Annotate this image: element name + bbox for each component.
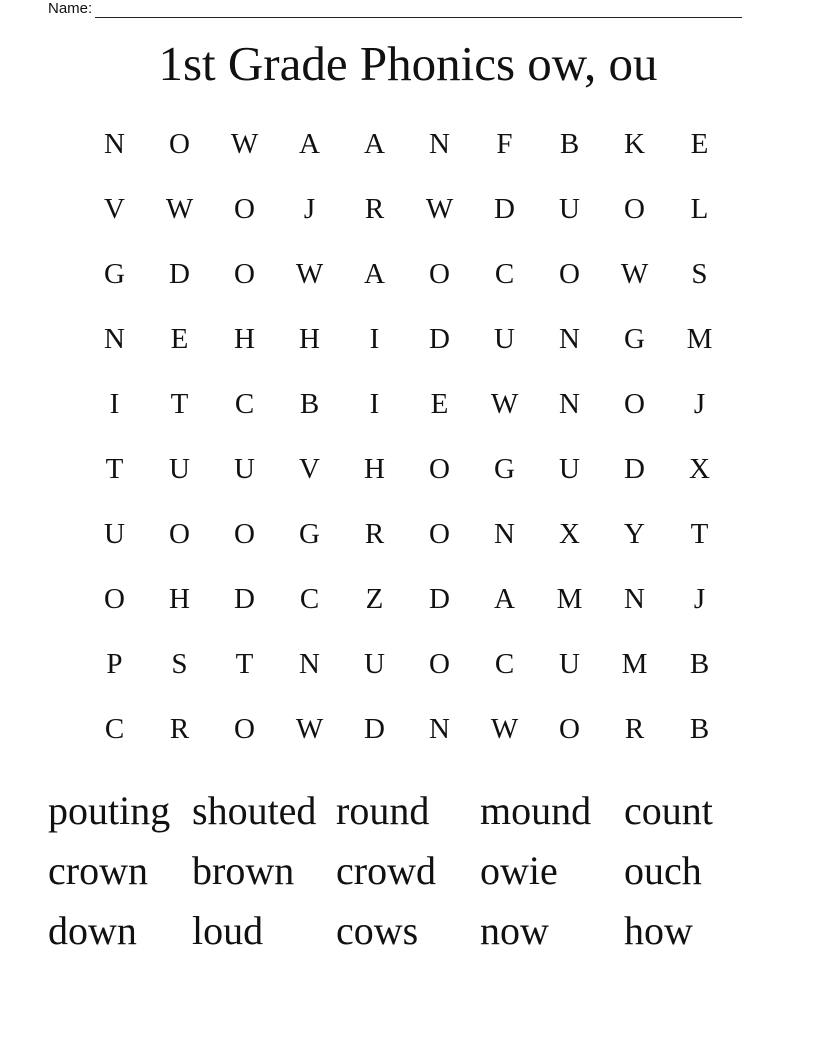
grid-letter[interactable]: D	[234, 583, 255, 615]
grid-letter[interactable]: E	[430, 388, 449, 420]
grid-letter[interactable]: N	[559, 388, 580, 420]
name-label: Name:	[48, 0, 93, 17]
grid-letter[interactable]: W	[490, 388, 519, 420]
grid-letter[interactable]: T	[170, 388, 189, 420]
grid-letter[interactable]: H	[299, 323, 320, 355]
grid-letter[interactable]: W	[490, 713, 519, 745]
grid-letter[interactable]: F	[496, 128, 513, 160]
grid-letter[interactable]: O	[234, 713, 255, 745]
grid-letter[interactable]: S	[171, 648, 188, 680]
grid-letter[interactable]: G	[624, 323, 645, 355]
word-bank-item: pouting	[48, 787, 171, 833]
grid-letter[interactable]: D	[429, 583, 450, 615]
grid-letter[interactable]: R	[364, 193, 385, 225]
grid-letter[interactable]: N	[104, 128, 125, 160]
grid-letter[interactable]: U	[104, 518, 125, 550]
grid-letter[interactable]: U	[559, 193, 580, 225]
grid-letter[interactable]: O	[234, 518, 255, 550]
page-title: 1st Grade Phonics ow, ou	[158, 36, 658, 91]
grid-letter[interactable]: I	[369, 388, 380, 420]
grid-letter[interactable]: D	[494, 193, 515, 225]
word-bank-item: how	[624, 907, 693, 953]
grid-letter[interactable]: R	[364, 518, 385, 550]
grid-letter[interactable]: X	[559, 518, 580, 550]
grid-letter[interactable]: D	[624, 453, 645, 485]
grid-letter[interactable]: C	[234, 388, 255, 420]
grid-letter[interactable]: U	[494, 323, 515, 355]
grid-letter[interactable]: N	[104, 323, 125, 355]
word-bank-item: round	[336, 787, 430, 833]
grid-letter[interactable]: W	[295, 713, 324, 745]
grid-letter[interactable]: A	[364, 128, 385, 160]
grid-letter[interactable]: O	[429, 648, 450, 680]
grid-letter[interactable]: R	[169, 713, 190, 745]
grid-letter[interactable]: V	[104, 193, 125, 225]
grid-letter[interactable]: C	[299, 583, 320, 615]
grid-letter[interactable]: O	[429, 518, 450, 550]
grid-letter[interactable]: K	[624, 128, 645, 160]
name-field[interactable]	[48, 0, 742, 18]
grid-letter[interactable]: M	[556, 583, 583, 615]
grid-letter[interactable]: J	[693, 583, 706, 615]
grid-letter[interactable]: H	[234, 323, 255, 355]
word-bank-item: cows	[336, 907, 419, 953]
name-line[interactable]	[95, 3, 742, 18]
grid-letter[interactable]: U	[169, 453, 190, 485]
grid-letter[interactable]: U	[234, 453, 255, 485]
grid-letter[interactable]: D	[169, 258, 190, 290]
grid-letter[interactable]: I	[369, 323, 380, 355]
grid-letter[interactable]: M	[686, 323, 713, 355]
grid-letter[interactable]: T	[235, 648, 254, 680]
grid-letter[interactable]: W	[230, 128, 259, 160]
grid-letter[interactable]: W	[165, 193, 194, 225]
grid-letter[interactable]: T	[105, 453, 124, 485]
word-bank	[48, 780, 768, 960]
grid-letter[interactable]: O	[624, 388, 645, 420]
grid-letter[interactable]: E	[170, 323, 189, 355]
grid-letter[interactable]: C	[494, 648, 515, 680]
grid-letter[interactable]: U	[559, 648, 580, 680]
grid-letter[interactable]: H	[364, 453, 385, 485]
grid-letter[interactable]: O	[234, 193, 255, 225]
word-bank-item: down	[48, 907, 137, 953]
grid-letter[interactable]: D	[364, 713, 385, 745]
grid-letter[interactable]: B	[559, 128, 580, 160]
grid-letter[interactable]: J	[303, 193, 316, 225]
grid-letter[interactable]: D	[429, 323, 450, 355]
grid-letter[interactable]: O	[559, 258, 580, 290]
grid-letter[interactable]: W	[620, 258, 649, 290]
grid-letter[interactable]: C	[104, 713, 125, 745]
grid-letter[interactable]: V	[299, 453, 320, 485]
word-bank-item: crown	[48, 847, 148, 893]
grid-letter[interactable]: O	[234, 258, 255, 290]
grid-letter[interactable]: I	[109, 388, 120, 420]
grid-letter[interactable]: W	[425, 193, 454, 225]
word-bank-item: shouted	[192, 787, 317, 833]
grid-letter[interactable]: N	[559, 323, 580, 355]
grid-letter[interactable]: Z	[365, 583, 384, 615]
grid-letter[interactable]: G	[104, 258, 125, 290]
grid-letter[interactable]: N	[299, 648, 320, 680]
grid-letter[interactable]: N	[624, 583, 645, 615]
grid-letter[interactable]: G	[494, 453, 515, 485]
grid-letter[interactable]: U	[559, 453, 580, 485]
word-bank-item: now	[480, 907, 549, 953]
grid-letter[interactable]: N	[429, 713, 450, 745]
grid-letter[interactable]: O	[624, 193, 645, 225]
grid-letter[interactable]: P	[106, 648, 123, 680]
grid-letter[interactable]: Y	[624, 518, 645, 550]
grid-letter[interactable]: U	[364, 648, 385, 680]
grid-letter[interactable]: O	[559, 713, 580, 745]
grid-letter[interactable]: H	[169, 583, 190, 615]
word-bank-item: ouch	[624, 847, 702, 893]
word-bank-item: count	[624, 787, 713, 833]
grid-letter[interactable]: W	[295, 258, 324, 290]
grid-letter[interactable]: A	[299, 128, 320, 160]
grid-letter[interactable]: G	[299, 518, 320, 550]
grid-letter[interactable]: X	[689, 453, 710, 485]
grid-letter[interactable]: T	[690, 518, 709, 550]
word-bank-item: mound	[480, 787, 592, 833]
grid-letter[interactable]: N	[429, 128, 450, 160]
word-bank-item: brown	[192, 847, 295, 893]
grid-letter[interactable]: B	[689, 648, 710, 680]
grid-letter[interactable]: R	[624, 713, 645, 745]
grid-letter[interactable]: O	[104, 583, 125, 615]
grid-letter[interactable]: O	[169, 128, 190, 160]
word-bank-item: crowd	[336, 847, 436, 893]
grid-letter[interactable]: J	[693, 388, 706, 420]
grid-letter[interactable]: B	[299, 388, 320, 420]
grid-letter[interactable]: O	[429, 258, 450, 290]
grid-letter[interactable]: O	[429, 453, 450, 485]
grid-letter[interactable]: C	[494, 258, 515, 290]
grid-letter[interactable]: N	[494, 518, 515, 550]
grid-letter[interactable]: L	[690, 193, 709, 225]
grid-letter[interactable]: E	[690, 128, 709, 160]
grid-letter[interactable]: B	[689, 713, 710, 745]
grid-letter[interactable]: A	[494, 583, 515, 615]
grid-letter[interactable]: S	[691, 258, 708, 290]
grid-letter[interactable]: M	[621, 648, 648, 680]
word-bank-item: owie	[480, 847, 558, 893]
word-bank-item: loud	[192, 907, 264, 953]
grid-letter[interactable]: O	[169, 518, 190, 550]
grid-letter[interactable]: A	[364, 258, 385, 290]
letter-grid	[82, 112, 732, 762]
